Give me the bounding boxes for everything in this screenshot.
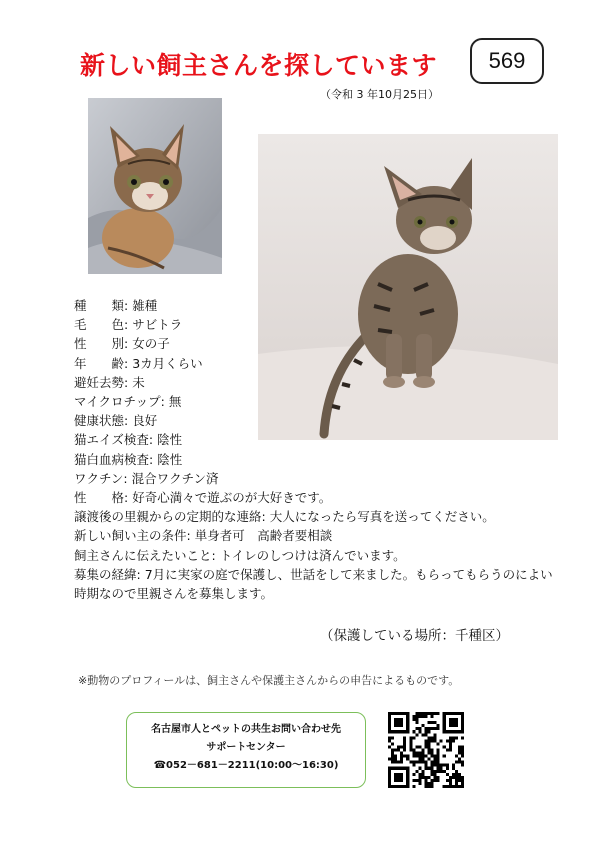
profile-label: 猫エイズ検査: — [74, 432, 154, 448]
profile-list — [74, 296, 554, 603]
contact-box — [126, 712, 366, 788]
profile-value: 良好 — [132, 413, 158, 429]
profile-row-breed — [74, 296, 554, 315]
profile-row-age — [74, 354, 554, 373]
profile-label: 健康状態: — [74, 413, 129, 429]
contact-organization: 名古屋市人とペットの共生お問い合わせ先 — [151, 724, 341, 735]
profile-value: 陰性 — [157, 432, 183, 448]
profile-value: 女の子 — [132, 336, 170, 352]
profile-row-microchip — [74, 392, 554, 411]
profile-label: 性 別: — [74, 336, 129, 352]
profile-label: 種 類: — [74, 298, 129, 313]
profile-label: ワクチン: — [74, 470, 128, 486]
profile-row-fiv — [74, 430, 554, 449]
profile-value: サビトラ — [132, 317, 183, 333]
profile-value: 雑種 — [132, 298, 158, 313]
page-title: 新しい飼主さんを探しています — [80, 51, 438, 80]
disclaimer-note: ※動物のプロフィールは、飼主さんや保護主さんからの申告によるものです。 — [78, 674, 460, 687]
profile-label: 毛 色: — [74, 317, 129, 333]
profile-value: 7月に実家の庭で保護し、世話をして来ました。もらってもらうのによい時期なので里親さんを募集します。 — [74, 566, 553, 602]
profile-row-neuter — [74, 373, 554, 392]
profile-row-personality — [74, 488, 554, 507]
profile-row-felv — [74, 450, 554, 469]
contact-center-name: サポートセンター — [206, 742, 286, 753]
profile-row-color — [74, 315, 554, 334]
contact-phone: ☎052－681－2211(10:00～16:30) — [153, 760, 339, 771]
profile-value: 単身者可 高齢者要相談 — [194, 528, 333, 544]
id-number-box: 569 — [470, 38, 544, 84]
profile-label: マイクロチップ: — [74, 394, 165, 410]
profile-label: 募集の経緯: — [74, 566, 141, 582]
profile-label: 年 齢: — [74, 355, 129, 371]
shelter-location: （保護している場所：千種区） — [320, 628, 509, 644]
profile-row-message — [74, 546, 554, 565]
profile-value: 未 — [132, 374, 145, 390]
profile-label: 性 格: — [74, 490, 129, 506]
qr-code — [388, 712, 464, 788]
date: （令和 3 年10月25日） — [320, 88, 439, 101]
profile-value: 混合ワクチン済 — [131, 470, 219, 486]
profile-row-sex — [74, 334, 554, 353]
profile-row-vaccine — [74, 469, 554, 488]
profile-row-health — [74, 411, 554, 430]
profile-label: 飼主さんに伝えたいこと: — [74, 547, 216, 563]
profile-row-contact-request — [74, 507, 554, 526]
profile-label: 猫白血病検査: — [74, 451, 154, 467]
profile-label: 譲渡後の里親からの定期的な連絡: — [74, 509, 266, 525]
profile-value: 好奇心満々で遊ぶのが大好きです。 — [132, 490, 332, 506]
profile-row-conditions — [74, 526, 554, 545]
profile-value: 無 — [168, 394, 182, 410]
cat-photo-small — [88, 98, 222, 274]
profile-value: トイレのしつけは済んでいます。 — [219, 547, 406, 563]
profile-row-background — [74, 565, 554, 603]
profile-value: 陰性 — [157, 451, 183, 467]
profile-value: 3カ月くらい — [132, 355, 203, 371]
profile-label: 新しい飼い主の条件: — [74, 528, 191, 544]
profile-label: 避妊去勢: — [74, 374, 129, 390]
profile-value: 大人になったら写真を送ってください。 — [269, 509, 495, 525]
